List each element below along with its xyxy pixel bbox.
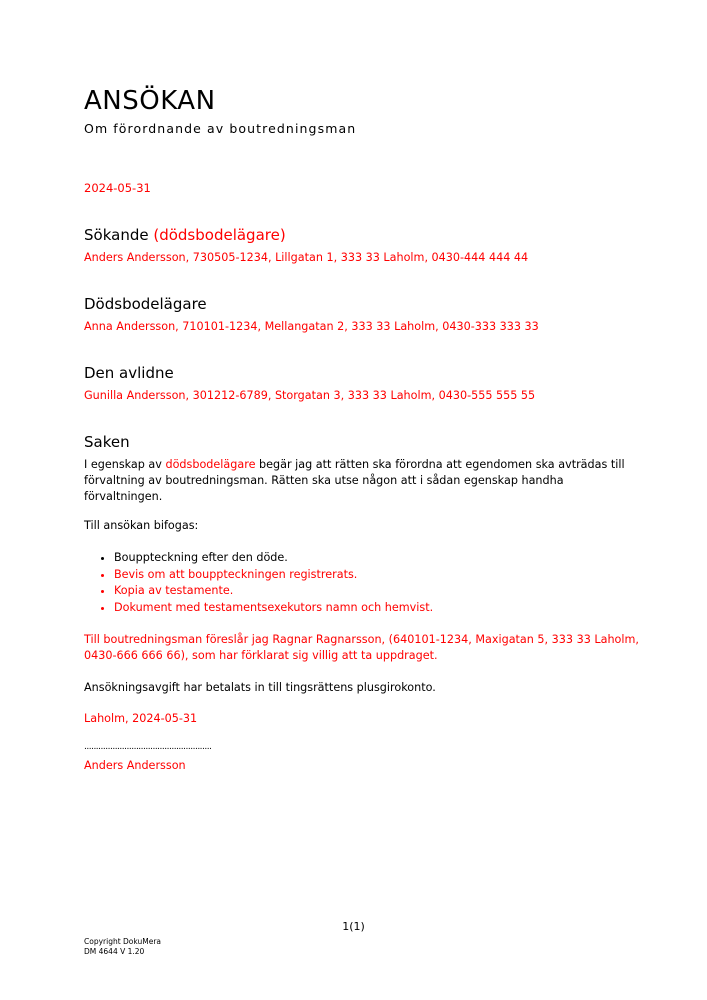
delagare-info: Anna Andersson, 710101-1234, Mellangatan 2, 333 33 Laholm, 0430-333 333 33 [84,320,539,333]
bifogas-label: Till ansökan bifogas: [84,519,199,532]
fee-text: Ansökningsavgift har betalats in till tingsrättens plusgirokonto. [84,681,436,694]
attachment-item: • Dokument med testamentsexekutors namn och hemvist. [114,600,433,617]
sokande-heading-text: Sökande [84,226,149,244]
place-date: Laholm, 2024-05-31 [84,712,198,725]
saken-paragraph [84,457,644,505]
document-date: 2024-05-31 [84,181,151,195]
signer-name: Anders Andersson [84,759,186,772]
avlidne-heading: Den avlidne [84,364,174,382]
page-number: 1(1) [342,920,365,933]
sokande-info: Anders Andersson, 730505-1234, Lillgatan 1, 333 33 Laholm, 0430-444 444 44 [84,251,529,264]
sokande-heading [84,226,286,244]
attachment-item: • Bevis om att bouppteckningen registrerats. [114,567,433,584]
document-id: DM 4644 V 1.20 [84,947,145,956]
saken-heading: Saken [84,433,130,451]
attachment-item: • Kopia av testamente. [114,583,433,600]
attachment-item: • Bouppteckning efter den döde. [114,550,433,567]
document-subtitle: Om förordnande av boutredningsman [84,121,357,136]
sokande-heading-note: (dödsbodelägare) [153,226,286,244]
copyright-text: Copyright DokuMera [84,937,162,946]
avlidne-info: Gunilla Andersson, 301212-6789, Storgatan 3, 333 33 Laholm, 0430-555 555 55 [84,389,536,402]
attachment-list [84,550,433,616]
saken-role: dödsbodelägare [165,458,256,471]
document-title: ANSÖKAN [84,86,216,116]
delagare-heading: Dödsbodelägare [84,295,207,313]
proposal-paragraph: Till boutredningsman föreslår jag Ragnar Ragnarsson, (640101-1234, Maxigatan 5, 333 33 Laholm, 0430-666 666 66), som har förklarat sig villig att ta uppdraget. [84,633,639,662]
saken-pre: I egenskap av [84,458,166,471]
saken-post: begär jag att rätten ska förordna att egendomen ska avträdas till förvaltning av boutredningsman. Rätten ska utse någon att i sådan egenskap handha förvaltningen. [84,458,625,503]
signature-line: ...................................................... [84,742,212,752]
